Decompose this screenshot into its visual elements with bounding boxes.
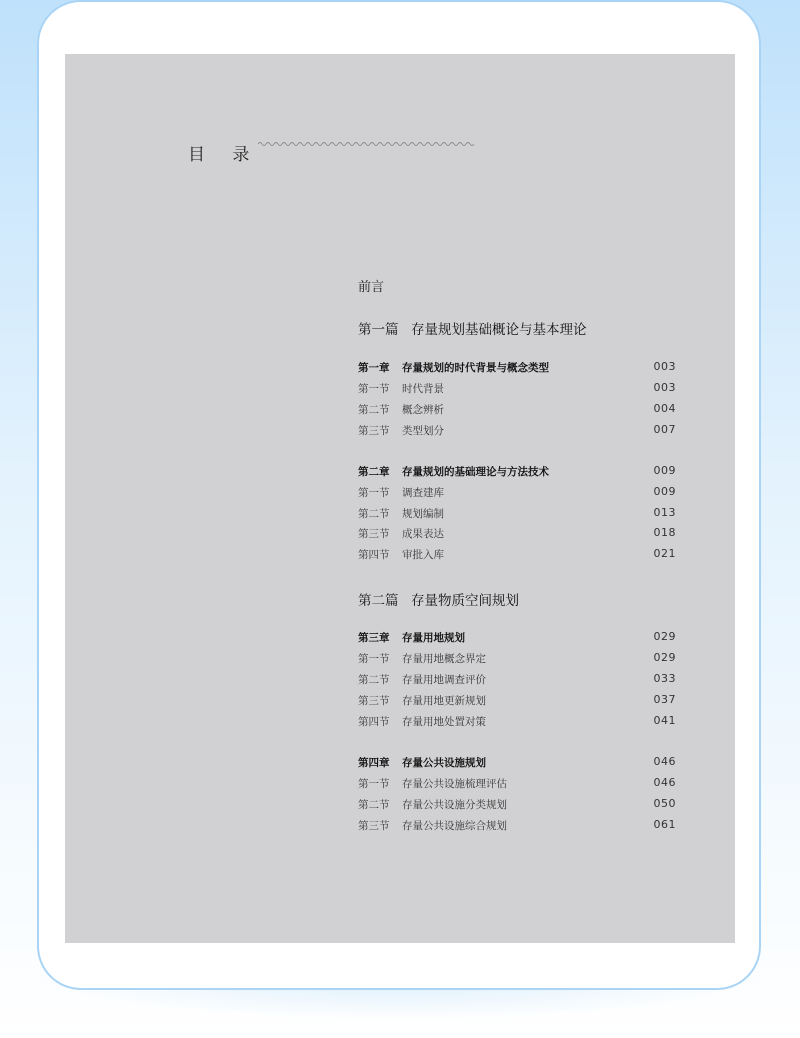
section-number: 第三节 xyxy=(358,695,390,707)
section-number: 第一节 xyxy=(358,487,390,499)
toc-chapter-2[interactable] xyxy=(358,464,678,482)
page-number: 037 xyxy=(653,693,676,706)
section-number: 第一节 xyxy=(358,383,390,395)
page-number: 021 xyxy=(653,547,676,560)
page-number: 003 xyxy=(653,360,676,373)
part-title: 存量物质空间规划 xyxy=(411,593,519,609)
toc-section[interactable] xyxy=(358,776,678,794)
chapter-title: 存量规划的基础理论与方法技术 xyxy=(402,466,549,478)
section-number: 第一节 xyxy=(358,778,390,790)
section-number: 第三节 xyxy=(358,820,390,832)
toc-section[interactable] xyxy=(358,485,678,503)
page-number: 009 xyxy=(653,485,676,498)
page-number: 046 xyxy=(653,776,676,789)
section-number: 第三节 xyxy=(358,528,390,540)
toc-section[interactable] xyxy=(358,714,678,732)
section-title: 调查建库 xyxy=(402,487,444,499)
section-title: 存量公共设施梳理评估 xyxy=(402,778,507,790)
toc-preface[interactable]: 前言 xyxy=(358,280,385,295)
section-number: 第二节 xyxy=(358,674,390,686)
wavy-line-decoration xyxy=(258,140,474,148)
page-number: 050 xyxy=(653,797,676,810)
page-number: 033 xyxy=(653,672,676,685)
toc-section[interactable] xyxy=(358,526,678,544)
section-title: 时代背景 xyxy=(402,383,444,395)
toc-section[interactable] xyxy=(358,423,678,441)
toc-section[interactable] xyxy=(358,818,678,836)
section-number: 第四节 xyxy=(358,716,390,728)
page-number: 041 xyxy=(653,714,676,727)
section-title: 存量公共设施综合规划 xyxy=(402,820,507,832)
section-title: 存量用地处置对策 xyxy=(402,716,486,728)
toc-chapter-1[interactable] xyxy=(358,360,678,378)
toc-section[interactable] xyxy=(358,381,678,399)
section-number: 第二节 xyxy=(358,508,390,520)
toc-section[interactable] xyxy=(358,693,678,711)
section-title: 存量用地更新规划 xyxy=(402,695,486,707)
toc-part-1[interactable] xyxy=(358,318,587,338)
part-number: 第一篇 xyxy=(358,322,399,338)
section-number: 第二节 xyxy=(358,404,390,416)
section-title: 概念辨析 xyxy=(402,404,444,416)
section-title: 审批入库 xyxy=(402,549,444,561)
book-page xyxy=(65,54,735,943)
page-number: 029 xyxy=(653,651,676,664)
toc-chapter-3[interactable] xyxy=(358,630,678,648)
chapter-title: 存量规划的时代背景与概念类型 xyxy=(402,362,549,374)
chapter-number: 第四章 xyxy=(358,757,390,769)
toc-section[interactable] xyxy=(358,651,678,669)
part-number: 第二篇 xyxy=(358,593,399,609)
page-number: 009 xyxy=(653,464,676,477)
toc-section[interactable] xyxy=(358,547,678,565)
toc-title: 目 录 xyxy=(188,145,261,165)
section-title: 成果表达 xyxy=(402,528,444,540)
page-number: 004 xyxy=(653,402,676,415)
section-number: 第四节 xyxy=(358,549,390,561)
section-title: 存量用地概念界定 xyxy=(402,653,486,665)
section-title: 存量公共设施分类规划 xyxy=(402,799,507,811)
section-title: 存量用地调查评价 xyxy=(402,674,486,686)
chapter-title: 存量用地规划 xyxy=(402,632,465,644)
toc-section[interactable] xyxy=(358,402,678,420)
page-number: 003 xyxy=(653,381,676,394)
page-number: 013 xyxy=(653,506,676,519)
section-number: 第三节 xyxy=(358,425,390,437)
page-number: 007 xyxy=(653,423,676,436)
toc-section[interactable] xyxy=(358,506,678,524)
chapter-number: 第一章 xyxy=(358,362,390,374)
page-number: 029 xyxy=(653,630,676,643)
part-title: 存量规划基础概论与基本理论 xyxy=(411,322,587,338)
chapter-number: 第二章 xyxy=(358,466,390,478)
page-number: 046 xyxy=(653,755,676,768)
chapter-title: 存量公共设施规划 xyxy=(402,757,486,769)
toc-section[interactable] xyxy=(358,797,678,815)
section-number: 第一节 xyxy=(358,653,390,665)
page-number: 061 xyxy=(653,818,676,831)
chapter-number: 第三章 xyxy=(358,632,390,644)
section-title: 规划编制 xyxy=(402,508,444,520)
section-number: 第二节 xyxy=(358,799,390,811)
toc-chapter-4[interactable] xyxy=(358,755,678,773)
page-number: 018 xyxy=(653,526,676,539)
toc-section[interactable] xyxy=(358,672,678,690)
toc-part-2[interactable] xyxy=(358,589,519,609)
section-title: 类型划分 xyxy=(402,425,444,437)
